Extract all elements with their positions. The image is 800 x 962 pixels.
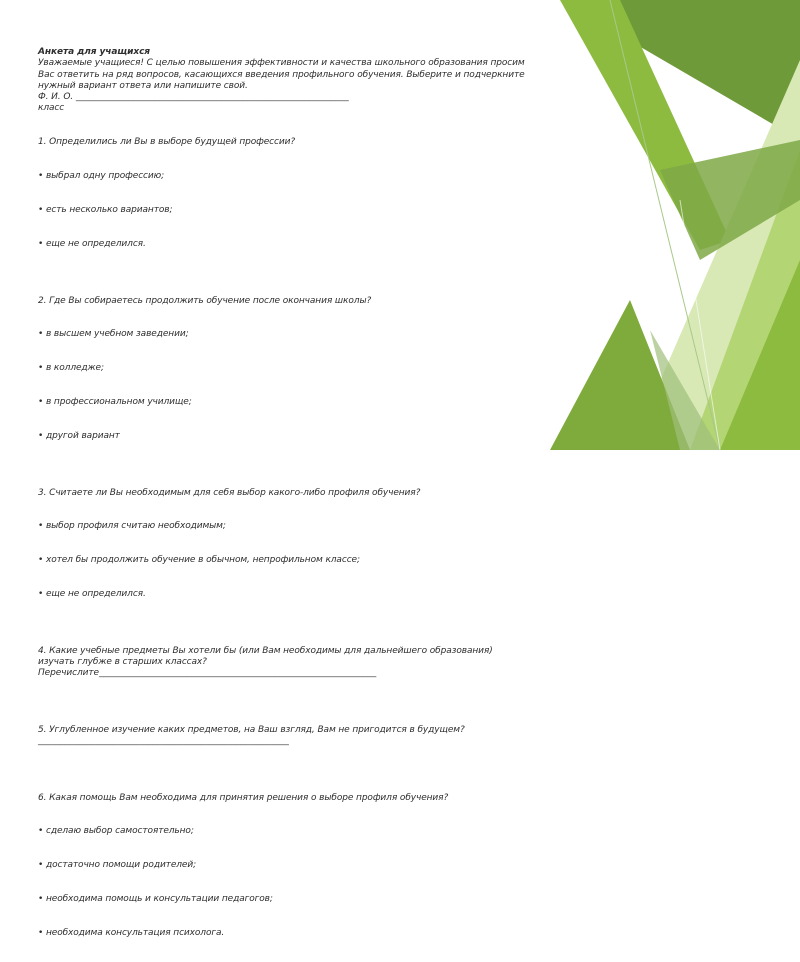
question-2	[38, 273, 528, 465]
question-3	[38, 465, 528, 623]
answer-option: • еще не определился.	[38, 589, 146, 600]
question-6	[38, 770, 528, 962]
answer-option: • есть несколько вариантов;	[38, 205, 173, 216]
answer-option: • выбор профиля считаю необходимым;	[38, 521, 226, 532]
questionnaire-document	[38, 47, 528, 962]
document-intro: Уважаемые учащиеся! С целью повышения эффективности и качества школьного образования просим Вас ответить на ряд вопросов, касающихся введения профильного обучения. Выберите и подчеркните нужный вариант ответа или напишите свой.	[38, 58, 528, 91]
answer-option: • необходима консультация психолога.	[38, 928, 225, 939]
question-text: 5. Углубленное изучение каких предметов, на Ваш взгляд, Вам не пригодится в будущем?_________________________________________________________	[38, 724, 465, 747]
answer-option: • в профессиональном училище;	[38, 397, 192, 408]
question-text: 2. Где Вы собираетесь продолжить обучение после окончания школы?	[38, 295, 372, 306]
answer-option: • в высшем учебном заведении;	[38, 329, 189, 340]
answer-option: • в колледже;	[38, 363, 104, 374]
answer-option: • необходима помощь и консультации педагогов;	[38, 894, 273, 905]
question-4	[38, 623, 528, 702]
question-text: 4. Какие учебные предметы Вы хотели бы (или Вам необходимы для дальнейшего образования) изучать глубже в старших классах? Перечислите_______________________________________________________________	[38, 645, 496, 679]
question-5	[38, 702, 528, 770]
answer-option: • достаточно помощи родителей;	[38, 860, 197, 871]
answer-option: • хотел бы продолжить обучение в обычном, непрофильном классе;	[38, 555, 360, 566]
fio-line: Ф. И. О. ______________________________________________________________	[38, 92, 349, 103]
question-text: 1. Определились ли Вы в выборе будущей профессии?	[38, 137, 296, 148]
question-text: 6. Какая помощь Вам необходима для принятия решения о выборе профиля обучения?	[38, 792, 449, 803]
answer-option: • еще не определился.	[38, 239, 146, 250]
answer-option: • выбрал одну профессию;	[38, 171, 165, 182]
class-line: класс	[38, 103, 65, 114]
answer-option: • другой вариант	[38, 431, 120, 442]
answer-option: • сделаю выбор самостоятельно;	[38, 826, 194, 837]
document-title: Анкета для учащихся	[38, 47, 150, 57]
question-text: 3. Считаете ли Вы необходимым для себя выбор какого-либо профиля обучения?	[38, 487, 421, 498]
question-1	[38, 115, 528, 273]
